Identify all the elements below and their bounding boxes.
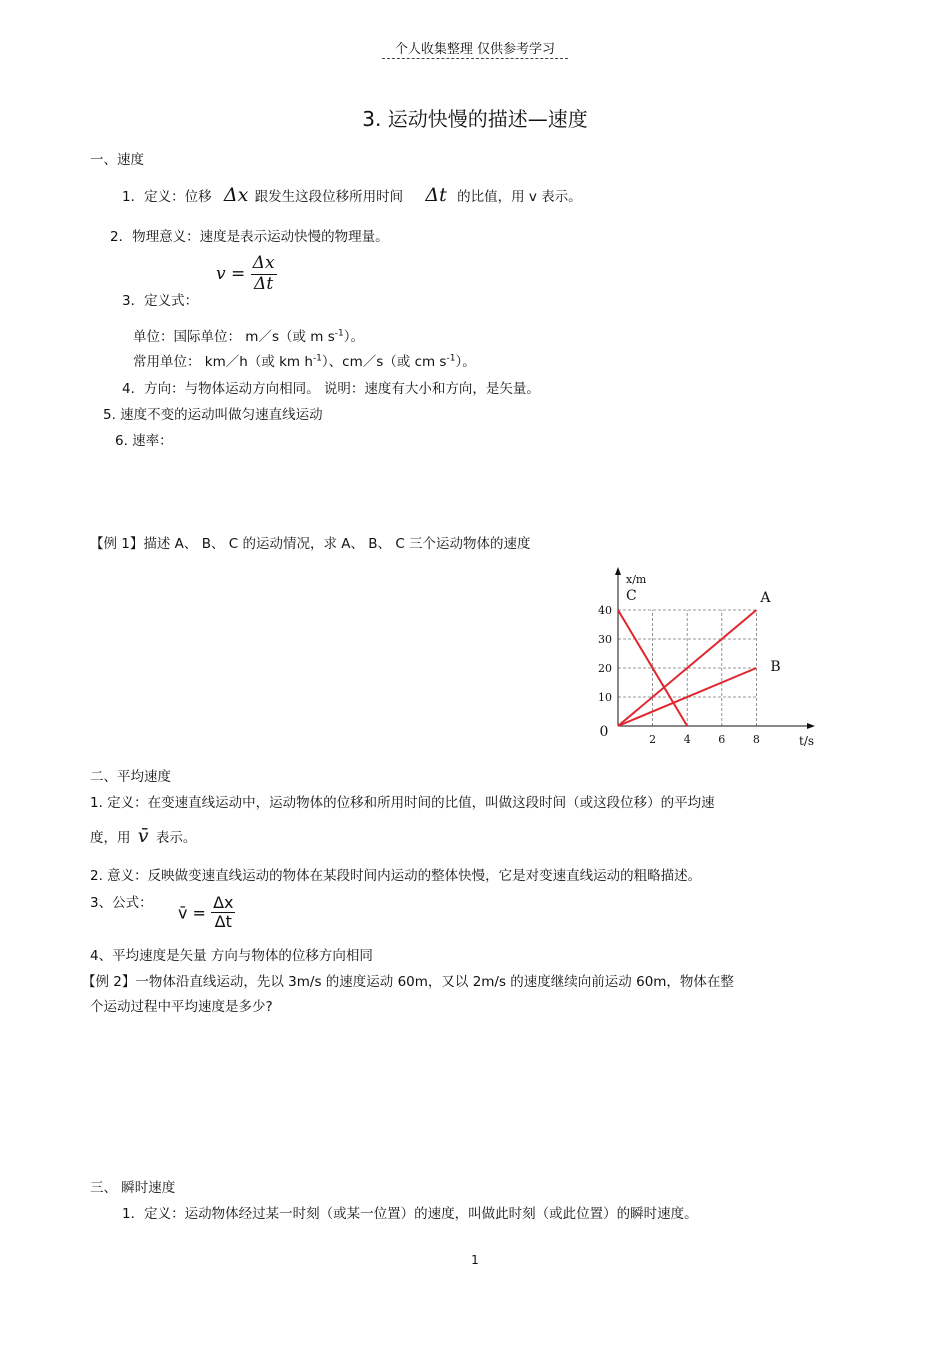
avg-speed-def-line1: 1. 定义：在变速直线运动中，运动物体的位移和所用时间的比值，叫做这段时间（或这段位移）的平均速 bbox=[90, 795, 715, 811]
speed-rate: 6. 速率： bbox=[115, 433, 173, 449]
x-axis-arrow bbox=[807, 723, 815, 729]
y-tick-label: 20 bbox=[598, 662, 612, 675]
avg-velocity-symbol: v̄ bbox=[137, 825, 149, 847]
page-number: 1 bbox=[471, 1253, 479, 1267]
speed-def-suffix: 的比值，用 v 表示。 bbox=[457, 189, 582, 205]
series-label-a: A bbox=[760, 590, 771, 606]
y-tick-label: 10 bbox=[598, 691, 612, 704]
delta-x-symbol: Δx bbox=[223, 184, 249, 206]
formula-fraction bbox=[251, 254, 277, 294]
section2-heading: 二、平均速度 bbox=[90, 769, 171, 785]
x-tick-label: 8 bbox=[752, 733, 760, 746]
formula-denominator: Δt bbox=[254, 273, 274, 294]
unit-common-text-b: ）、cm／s（或 cm s bbox=[321, 354, 447, 370]
speed-def-mid: 跟发生这段位移所用时间 bbox=[254, 189, 404, 205]
example2-line1: 【例 2】一物体沿直线运动，先以 3m/s 的速度运动 60m，又以 2m/s 的速度继续向前运动 60m，物体在整 bbox=[82, 974, 734, 990]
speed-formula bbox=[216, 254, 277, 294]
y-tick-label: 40 bbox=[598, 604, 612, 617]
avg-def-suffix: 表示。 bbox=[155, 830, 197, 846]
example2-line2: 个运动过程中平均速度是多少? bbox=[90, 999, 273, 1015]
avg-speed-formula bbox=[178, 894, 235, 932]
unit-intl-suffix: ）。 bbox=[343, 329, 364, 345]
unit-intl-text: 单位：国际单位： m／s（或 m s bbox=[133, 329, 335, 345]
avg-speed-meaning: 2. 意义：反映做变速直线运动的物体在某段时间内运动的整体快慢，它是对变速直线运动的粗略描述。 bbox=[90, 868, 702, 884]
uniform-motion: 5. 速度不变的运动叫做匀速直线运动 bbox=[103, 407, 323, 423]
delta-t-symbol: Δt bbox=[425, 184, 447, 206]
unit-common-exponent-2: -1 bbox=[446, 353, 456, 364]
y-axis-label: x/m bbox=[626, 573, 647, 586]
unit-intl-exponent: -1 bbox=[334, 328, 344, 339]
y-axis-arrow bbox=[615, 567, 621, 575]
avg-speed-def-line2 bbox=[90, 821, 196, 853]
section3-heading: 三、 瞬时速度 bbox=[90, 1180, 176, 1196]
formula-numerator: Δx bbox=[252, 253, 275, 273]
unit-common-exponent-1: -1 bbox=[312, 353, 322, 364]
x-tick-label: 2 bbox=[649, 733, 657, 746]
x-tick-label: 6 bbox=[718, 733, 726, 746]
speed-meaning: 2．物理意义：速度是表示运动快慢的物理量。 bbox=[110, 229, 389, 245]
avg-velocity-vector: 4、平均速度是矢量 方向与物体的位移方向相同 bbox=[90, 948, 373, 964]
example1-text: 【例 1】描述 A、 B、 C 的运动情况，求 A、 B、 C 三个运动物体的速度 bbox=[90, 536, 531, 552]
avg-def-prefix: 度，用 bbox=[90, 830, 131, 846]
series-label-b: B bbox=[770, 659, 781, 675]
y-tick-label: 30 bbox=[598, 633, 612, 646]
unit-common bbox=[133, 350, 476, 370]
x-axis-label: t/s bbox=[799, 734, 815, 748]
avg-formula-label: 3、公式： bbox=[90, 895, 153, 911]
speed-def-prefix: 1．定义：位移 bbox=[122, 189, 212, 205]
unit-common-text-c: ）。 bbox=[455, 354, 476, 370]
unit-international bbox=[133, 325, 364, 345]
section1-heading: 一、速度 bbox=[90, 152, 144, 168]
unit-common-text-a: 常用单位： km／h（或 km h bbox=[133, 354, 313, 370]
avg-formula-numerator: Δx bbox=[213, 893, 234, 912]
avg-formula-lhs: v̄ = bbox=[178, 903, 206, 923]
series-label-c: C bbox=[626, 588, 637, 604]
x-tick-label: 4 bbox=[683, 733, 691, 746]
instant-speed-def: 1．定义：运动物体经过某一时刻（或某一位置）的速度，叫做此时刻（或此位置）的瞬时速度。 bbox=[122, 1206, 698, 1222]
position-time-chart bbox=[590, 565, 815, 755]
speed-direction: 4．方向：与物体运动方向相同。 说明：速度有大小和方向，是矢量。 bbox=[122, 381, 540, 397]
page-title: 3. 运动快慢的描述—速度 bbox=[362, 107, 588, 131]
page-header: 个人收集整理 仅供参考学习 bbox=[394, 42, 556, 57]
formula-label: 3．定义式： bbox=[122, 293, 199, 309]
formula-lhs: v = bbox=[216, 264, 246, 285]
origin-label: 0 bbox=[599, 724, 609, 740]
avg-formula-denominator: Δt bbox=[214, 912, 232, 932]
avg-formula-fraction bbox=[211, 894, 235, 932]
header-divider bbox=[382, 58, 568, 59]
speed-definition bbox=[122, 180, 582, 212]
